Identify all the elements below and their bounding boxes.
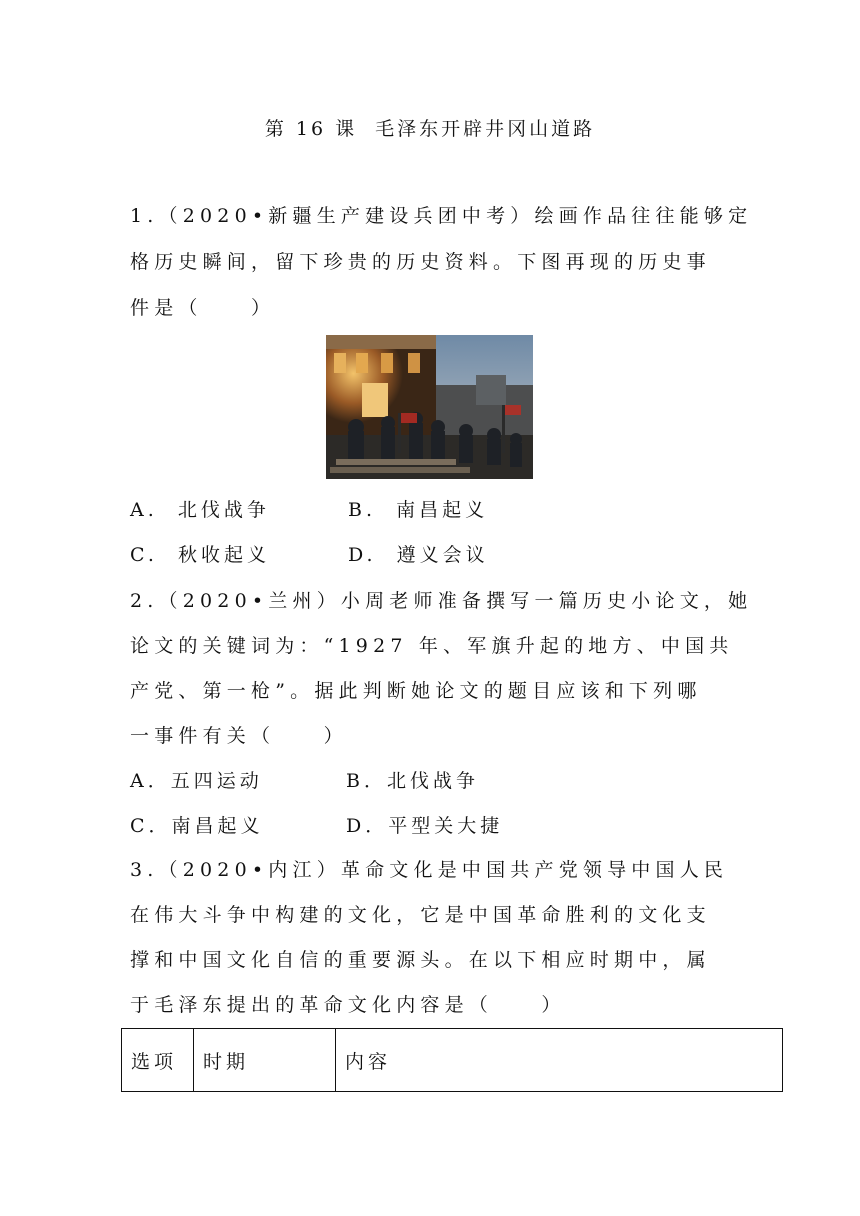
option-b: B．北伐战争 xyxy=(346,770,479,792)
uprising-painting-image xyxy=(326,335,533,479)
question-text-line: 3.（2020•内江）革命文化是中国共产党领导中国人民 xyxy=(130,859,729,881)
option-c: C．南昌起义 xyxy=(130,815,264,837)
option-a: A．五四运动 xyxy=(130,770,263,792)
page-title: 第 16 课 毛泽东开辟井冈山道路 xyxy=(264,118,596,140)
option-d: D．平型关大捷 xyxy=(346,815,504,837)
question-text-line: 2.（2020•兰州）小周老师准备撰写一篇历史小论文，她 xyxy=(130,590,753,612)
option-d: D. 遵义会议 xyxy=(348,544,489,566)
table-header-option: 选项 xyxy=(122,1029,194,1092)
question-text-line: 1.（2020•新疆生产建设兵团中考）绘画作品往往能够定 xyxy=(130,205,753,227)
option-a: A. 北伐战争 xyxy=(130,499,270,521)
question-text-line: 于毛泽东提出的革命文化内容是（ ） xyxy=(130,994,566,1016)
option-c: C. 秋收起义 xyxy=(130,544,270,566)
option-b: B. 南昌起义 xyxy=(348,499,489,521)
question-text-line: 论文的关键词为：“1927 年、军旗升起的地方、中国共 xyxy=(130,635,734,657)
question-text-line: 产党、第一枪”。据此判断她论文的题目应该和下列哪 xyxy=(130,680,702,702)
question-text-line: 在伟大斗争中构建的文化，它是中国革命胜利的文化支 xyxy=(130,904,711,926)
options-table xyxy=(121,1028,783,1092)
question-text-line: 撑和中国文化自信的重要源头。在以下相应时期中，属 xyxy=(130,949,711,971)
table-header-period: 时期 xyxy=(194,1029,336,1092)
question-text-line: 格历史瞬间，留下珍贵的历史资料。下图再现的历史事 xyxy=(130,251,711,273)
question-text-line: 一事件有关（ ） xyxy=(130,725,348,747)
table-header-row xyxy=(122,1029,783,1092)
question-text-line: 件是（ ） xyxy=(130,297,276,319)
table-header-content: 内容 xyxy=(336,1029,783,1092)
